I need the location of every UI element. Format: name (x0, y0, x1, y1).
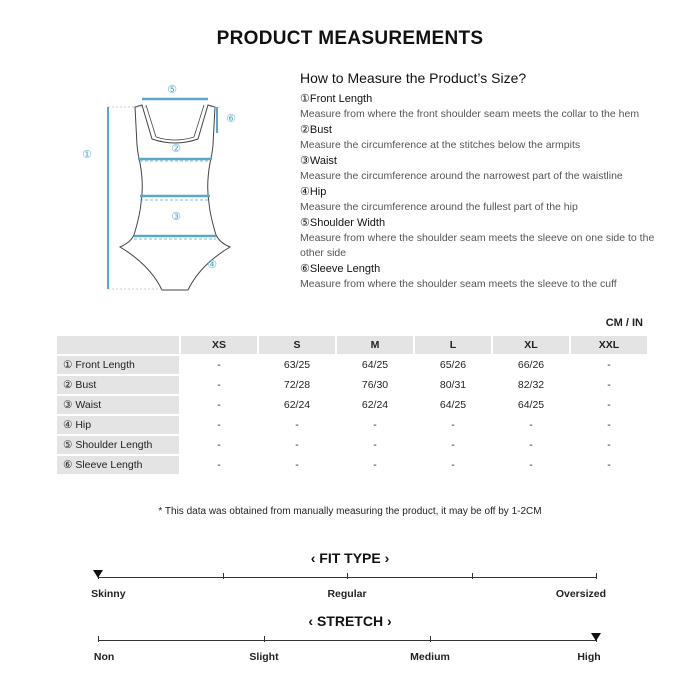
table-cell: - (217, 379, 221, 391)
fit-type-tick (223, 573, 224, 579)
measure-item-sleeve-length (300, 262, 670, 292)
table-row (57, 376, 647, 394)
measure-name: ③Waist (300, 155, 337, 167)
table-cell: - (217, 359, 221, 371)
stretch-label: High (577, 651, 601, 663)
table-header-row (57, 336, 647, 354)
measure-desc: Measure the circumference around the narrowest part of the waistline (300, 170, 623, 182)
fit-type-title: ‹ FIT TYPE › (310, 550, 390, 566)
table-cell: - (373, 459, 377, 471)
row-label: ③ Waist (57, 396, 179, 414)
table-cell: - (373, 439, 377, 451)
measure-item-bust (300, 123, 670, 153)
size-header: M (337, 336, 413, 354)
row-label: ① Front Length (57, 356, 179, 374)
table-cell: - (217, 459, 221, 471)
marker-sleeve: ⑥ (226, 112, 236, 125)
table-cell: - (451, 439, 455, 451)
table-cell: 63/25 (283, 359, 311, 371)
row-label: ② Bust (57, 376, 179, 394)
measure-desc: Measure from where the front shoulder seam meets the collar to the hem (300, 108, 640, 120)
swimsuit-diagram (70, 75, 270, 305)
stretch-label: Slight (249, 651, 279, 663)
stretch-title: ‹ STRETCH › (308, 613, 392, 629)
table-cell: - (295, 419, 299, 431)
fit-type-marker-icon (93, 570, 103, 578)
measure-item-shoulder-width (300, 216, 670, 261)
table-cell: - (295, 459, 299, 471)
table-cell: - (373, 419, 377, 431)
row-label: ④ Hip (57, 416, 179, 434)
fit-type-tick (596, 573, 597, 579)
measure-desc: Measure the circumference at the stitches below the armpits (300, 139, 581, 151)
fit-type-tick (347, 573, 348, 579)
table-cell: - (529, 459, 533, 471)
table-cell: 62/24 (283, 399, 311, 411)
table-cell: - (607, 459, 611, 471)
size-header: XS (181, 336, 257, 354)
table-cell: 80/31 (439, 379, 467, 391)
table-cell: - (217, 439, 221, 451)
table-row (57, 436, 647, 454)
row-label: ⑤ Shoulder Length (57, 436, 179, 454)
table-corner (57, 336, 179, 354)
size-header: XXL (571, 336, 647, 354)
stretch-tick (98, 636, 99, 642)
stretch-label: Medium (410, 651, 450, 663)
table-cell: - (217, 399, 221, 411)
stretch-marker-icon (591, 633, 601, 641)
table-row (57, 456, 647, 474)
how-to-measure (300, 70, 670, 293)
stretch-tick (430, 636, 431, 642)
measure-name: ④Hip (300, 186, 327, 198)
measurement-note: * This data was obtained from manually measuring the product, it may be off by 1-2CM (158, 506, 542, 517)
table-cell: 72/28 (283, 379, 311, 391)
row-label: ⑥ Sleeve Length (57, 456, 179, 474)
table-cell: - (607, 399, 611, 411)
size-header: L (415, 336, 491, 354)
table-cell: - (607, 439, 611, 451)
stretch-scale (93, 633, 601, 663)
table-cell: - (451, 459, 455, 471)
table-cell: - (607, 419, 611, 431)
page-title: PRODUCT MEASUREMENTS (216, 28, 484, 49)
marker-bust: ② (171, 142, 181, 155)
table-cell: - (607, 359, 611, 371)
stretch-tick (264, 636, 265, 642)
measure-name: ⑥Sleeve Length (300, 263, 381, 275)
table-row (57, 356, 647, 374)
stretch-line (98, 640, 596, 641)
table-row (57, 396, 647, 414)
stretch-label: Non (93, 651, 115, 663)
measure-desc: Measure from where the shoulder seam meets the sleeve on one side to the other side (300, 232, 655, 259)
fit-type-scale (91, 570, 607, 600)
fit-type-tick (472, 573, 473, 579)
table-cell: - (529, 439, 533, 451)
measure-desc: Measure from where the shoulder seam meets the sleeve to the cuff (300, 278, 617, 290)
fit-type-label: Regular (327, 588, 367, 600)
table-row (57, 416, 647, 434)
measure-desc: Measure the circumference around the fullest part of the hip (300, 201, 578, 213)
measure-name: ②Bust (300, 124, 332, 136)
table-cell: - (217, 419, 221, 431)
table-cell: 65/26 (439, 359, 467, 371)
measure-item-hip (300, 185, 670, 215)
table-cell: 76/30 (361, 379, 389, 391)
measure-name: ①Front Length (300, 93, 373, 105)
table-cell: 64/25 (517, 399, 545, 411)
measure-name: ⑤Shoulder Width (300, 217, 386, 229)
size-table (55, 334, 649, 476)
measure-item-waist (300, 154, 670, 184)
unit-label: CM / IN (605, 317, 643, 329)
marker-front-length: ① (82, 148, 92, 161)
marker-hip: ④ (207, 258, 217, 271)
table-cell: 64/25 (439, 399, 467, 411)
table-cell: 64/25 (361, 359, 389, 371)
table-cell: - (607, 379, 611, 391)
measure-item-front-length (300, 92, 670, 122)
how-to-title: How to Measure the Product’s Size? (300, 70, 527, 86)
marker-waist: ③ (171, 210, 181, 223)
table-cell: 66/26 (517, 359, 545, 371)
table-cell: - (451, 419, 455, 431)
fit-type-label: Skinny (91, 588, 126, 600)
table-cell: - (529, 419, 533, 431)
table-cell: 82/32 (517, 379, 545, 391)
table-cell: 62/24 (361, 399, 389, 411)
fit-type-label: Oversized (555, 588, 607, 600)
marker-shoulder: ⑤ (167, 83, 177, 96)
table-cell: - (295, 439, 299, 451)
size-header: S (259, 336, 335, 354)
size-header: XL (493, 336, 569, 354)
